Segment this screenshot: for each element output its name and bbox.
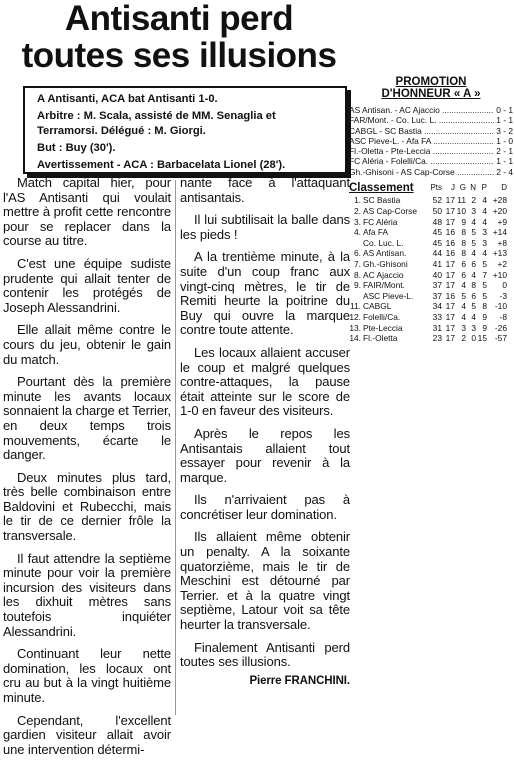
standings-stats: [425, 323, 507, 334]
standings-stats: [425, 195, 507, 206]
standings-g: 4: [461, 280, 466, 291]
standings-rank: [349, 238, 363, 249]
standings-title: Classement: [349, 182, 414, 195]
standings-team: Co. Luc. L.: [363, 237, 404, 248]
standings-row: [349, 195, 513, 206]
column-divider: [175, 180, 176, 715]
article-paragraph: Il faut attendre la septième minute pour voir la première incursion des visiteurs dans les dixhuit mètres sans toutefois inquiéter Alessandrini.: [3, 550, 171, 639]
standings-p: 8: [482, 301, 487, 312]
standings-j: 17: [445, 311, 455, 322]
standings-p: 5: [482, 280, 487, 291]
standings-row: [349, 280, 513, 291]
standings-n: 6: [471, 290, 476, 301]
result-teams: Fl.-Oletta - Pte-Leccia .....: [349, 146, 494, 156]
standings-j: 17: [445, 301, 455, 312]
standings-team: Afa FA: [363, 227, 389, 238]
article-paragraph: Match capital hier, pour l'AS Antisanti qui voulait mettre à profit cette rencontre pour se replacer dans la course au titre.: [3, 175, 171, 249]
standings-rank: 1.: [354, 195, 361, 206]
standings-team: FC Aléria: [363, 216, 398, 227]
standings-n: 3: [471, 205, 476, 216]
standings-rank: 2.: [354, 205, 361, 216]
standings-g: 8: [461, 237, 466, 248]
standings-d: +13: [492, 248, 507, 259]
standings-stats: [425, 333, 507, 344]
standings-g: 3: [461, 322, 466, 333]
standings-rank: 3.: [354, 216, 361, 227]
standings-n: 4: [471, 248, 476, 259]
standings-j: 17: [445, 205, 455, 216]
standings-team: Gh.-Ghisoni: [363, 258, 408, 269]
standings-rank: 14.: [349, 333, 361, 344]
result-row: [349, 167, 513, 177]
standings-j: 17: [445, 216, 455, 227]
standings-j: 17: [445, 258, 455, 269]
standings-rank: 11.: [349, 301, 361, 312]
standings-p: 3: [482, 227, 487, 238]
article-paragraph: Pourtant dès la première minute les avants locaux sonnaient la charge et Terrier, en deux temps trois mouvements, écarte le danger.: [3, 374, 171, 463]
league-title: [349, 76, 513, 100]
headline-line-1: Antisanti perd: [64, 0, 294, 38]
standings-stats: [425, 206, 507, 217]
standings-j: 17: [445, 280, 455, 291]
standings-d: +2: [497, 258, 507, 269]
standings-team: CABGL: [363, 301, 392, 312]
result-score: 1 - 1: [496, 156, 513, 167]
standings-d: +14: [492, 227, 507, 238]
standings-stats: [425, 227, 507, 238]
standings-stats: [425, 270, 507, 281]
standings-team: Fl.-Oletta: [363, 333, 398, 344]
standings-row: [349, 270, 513, 281]
standings-n: 5: [471, 227, 476, 238]
standings-pts: 23: [432, 333, 442, 344]
standings-row: [349, 227, 513, 238]
standings-d: -26: [494, 322, 507, 333]
standings-g: 11: [457, 195, 466, 206]
standings-p: 5: [482, 258, 487, 269]
result-score: 1 - 1: [496, 115, 513, 126]
standings-d: -10: [494, 301, 507, 312]
standings-p: 9: [482, 311, 487, 322]
result-teams: CABGL - SC Bastia .....: [349, 126, 494, 136]
standings-header: [349, 183, 513, 193]
result-row: [349, 146, 513, 156]
standings-team: Folelli/Ca.: [363, 311, 401, 322]
standings-rank: 12.: [349, 311, 361, 322]
standings-p: 5: [482, 290, 487, 301]
col-header-n: N: [470, 183, 476, 193]
standings-p: 7: [482, 269, 487, 280]
standings-pts: 31: [432, 322, 442, 333]
standings-n: 4: [471, 216, 476, 227]
standings-row: [349, 301, 513, 312]
standings-column-headers: [425, 183, 507, 193]
result-teams: ASC Pieve-L. - Afa FA .....: [349, 136, 494, 146]
standings-d: +10: [492, 269, 507, 280]
article-paragraph: Il lui subtilisait la balle dans les pieds !: [180, 212, 350, 242]
result-score: 1 - 0: [496, 135, 513, 146]
standings-d: -3: [499, 290, 507, 301]
standings-pts: 45: [432, 237, 442, 248]
result-teams: FC Aléria - Folelli/Ca. .....: [349, 156, 494, 166]
col-header-g: G: [459, 183, 466, 193]
standings-g: 4: [461, 311, 466, 322]
standings-pts: 40: [432, 269, 442, 280]
standings-p: 3: [482, 237, 487, 248]
result-score: 0 - 1: [496, 105, 513, 115]
standings-n: 6: [471, 258, 476, 269]
standings-row: [349, 333, 513, 344]
standings-n: 2: [471, 195, 476, 206]
standings-pts: 48: [432, 216, 442, 227]
article-column-2: [180, 176, 350, 688]
standings-rank: 6.: [354, 248, 361, 259]
match-referee: Arbitre : M. Scala, assisté de MM. Senaglia et Terramorsi. Délégué : M. Giorgi.: [37, 110, 276, 137]
result-teams: FAR/Mont. - Co. Luc. L. .....: [349, 115, 494, 125]
match-warning: Avertissement - ACA : Barbacelata Lionel (28').: [37, 159, 286, 171]
standings-stats: [425, 248, 507, 259]
result-teams: AS Antisan. - AC Ajaccio .....: [349, 105, 494, 115]
standings-row: [349, 238, 513, 249]
article-paragraph: Deux minutes plus tard, très belle combinaison entre Baldovini et Rubecchi, mais le tir de ce dernier frôle la transversale.: [3, 469, 171, 544]
article-paragraph: Cependant, l'excellent gardien visiteur allait avoir une intervention détermi-: [3, 712, 171, 757]
league-title-line-2: D'HONNEUR « A »: [381, 88, 481, 100]
standings-j: 17: [445, 195, 455, 206]
standings-p: 4: [482, 205, 487, 216]
article-paragraph: A la trentième minute, à la suite d'un coup franc aux vingt-cinq mètres, le tir de Remiti heurte la poitrine du Buy qui ouvre la marque contre toute attente.: [180, 249, 350, 338]
standings-rank: 7.: [354, 258, 361, 269]
standings-rank: 8.: [354, 269, 361, 280]
article-author: Pierre FRANCHINI.: [249, 674, 350, 687]
standings-pts: 37: [432, 280, 442, 291]
col-header-pts: Pts: [430, 183, 442, 193]
article-paragraph-continued: nante face à l'attaquant antisantais.: [180, 175, 350, 205]
standings-team: AS Cap-Corse: [363, 205, 417, 216]
article-paragraph: Elle allait même contre le cours du jeu, obtenir le gain du match.: [3, 322, 171, 367]
standings-rank: [349, 291, 363, 302]
standings-n: 4: [471, 269, 476, 280]
article-paragraph: Ils n'arrivaient pas à concrétiser leur domination.: [180, 492, 350, 522]
standings-j: 17: [445, 269, 455, 280]
standings-team: ASC Pieve-L.: [363, 290, 414, 301]
standings-row: [349, 259, 513, 270]
standings-team: FAIR/Mont.: [363, 280, 405, 291]
standings-stats: [425, 238, 507, 249]
col-header-d: D: [501, 183, 507, 193]
standings-pts: 45: [432, 227, 442, 238]
standings-n: 5: [471, 301, 476, 312]
headline-line-2: toutes ses illusions: [21, 36, 337, 75]
article-paragraph: Après le repos les Antisantais allaient tout essayer pour revenir à la marque.: [180, 425, 350, 485]
standings-table: [349, 195, 513, 343]
standings-g: 4: [461, 301, 466, 312]
standings-g: 6: [461, 269, 466, 280]
standings-pts: 33: [432, 311, 442, 322]
standings-stats: [425, 312, 507, 323]
standings-j: 17: [445, 333, 455, 344]
standings-team: AS Antisan.: [363, 248, 407, 259]
standings-g: 8: [461, 248, 466, 259]
standings-g: 2: [461, 333, 466, 344]
standings-g: 5: [461, 290, 466, 301]
standings-row: [349, 291, 513, 302]
standings-g: 10: [456, 205, 466, 216]
result-row: [349, 115, 513, 125]
standings-p: 4: [482, 195, 487, 206]
standings-pts: 44: [432, 248, 442, 259]
result-row: [349, 156, 513, 166]
col-header-p: P: [481, 183, 487, 193]
standings-g: 9: [461, 216, 466, 227]
col-header-j: J: [451, 183, 455, 193]
standings-stats: [425, 280, 507, 291]
standings-j: 16: [445, 290, 455, 301]
standings-stats: [425, 291, 507, 302]
standings-d: 0: [502, 280, 507, 291]
standings-rank: 4.: [354, 227, 361, 238]
article-paragraph: Les locaux allaient accuser le coup et malgré quelques contre-attaques, la pause était atteinte sur le score de 1-0 en faveur des visiteurs.: [180, 344, 350, 419]
article-paragraph: Finalement Antisanti perd toutes ses illusions.: [180, 639, 350, 670]
standings-pts: 41: [432, 258, 442, 269]
match-facts-box: [23, 86, 347, 174]
standings-n: 3: [471, 322, 476, 333]
standings-n: 8: [471, 280, 476, 291]
standings-n: 5: [471, 237, 476, 248]
standings-row: [349, 217, 513, 228]
headline: [14, 0, 344, 74]
standings-team: AC Ajaccio: [363, 269, 404, 280]
results-list: [349, 105, 513, 177]
standings-g: 6: [461, 258, 466, 269]
standings-j: 16: [445, 227, 455, 238]
result-row: [349, 136, 513, 146]
result-row: [349, 105, 513, 115]
standings-d: -57: [494, 333, 507, 344]
article-column-1: [3, 176, 171, 765]
standings-rank: 9.: [354, 280, 361, 291]
standings-row: [349, 312, 513, 323]
standings-pts: 52: [432, 195, 442, 206]
match-result: A Antisanti, ACA bat Antisanti 1-0.: [37, 93, 218, 105]
standings-d: +20: [492, 205, 507, 216]
standings-j: 17: [445, 322, 455, 333]
league-title-line-1: PROMOTION: [395, 76, 467, 88]
standings-d: +28: [492, 195, 507, 206]
article-paragraph: Ils allaient même obtenir un penalty. A la soixante quatorzième, mais le tir de Meschini est détourné par Terrier. et à la quatre vingt septième, Latour voit sa tête heurter la transversale.: [180, 529, 350, 633]
league-sidebar: [349, 76, 513, 344]
standings-g: 8: [461, 227, 466, 238]
standings-j: 16: [445, 237, 455, 248]
article-paragraph: Continuant leur nette domination, les locaux ont cru au but à la vingt huitième minute.: [3, 646, 171, 705]
standings-pts: 34: [432, 301, 442, 312]
standings-team: SC Bastia: [363, 195, 401, 206]
standings-rank: 13.: [349, 322, 361, 333]
result-score: 3 - 2: [496, 125, 513, 136]
result-row: [349, 126, 513, 136]
article-paragraph: C'est une équipe sudiste prudente qui allait tenter de contenir les protégés de Joseph Alessandrini.: [3, 255, 171, 315]
standings-p: 15: [477, 333, 487, 344]
standings-j: 16: [445, 248, 455, 259]
standings-stats: [425, 217, 507, 228]
result-teams: Gh.-Ghisoni - AS Cap-Corse .....: [349, 167, 494, 177]
standings-n: 4: [471, 311, 476, 322]
standings-team: Pte-Leccia: [363, 322, 403, 333]
standings-p: 9: [482, 322, 487, 333]
match-goal: But : Buy (30').: [37, 142, 116, 154]
standings-row: [349, 206, 513, 217]
standings-pts: 50: [432, 205, 442, 216]
standings-stats: [425, 259, 507, 270]
standings-d: -8: [499, 311, 507, 322]
standings-stats: [425, 301, 507, 312]
standings-d: +8: [497, 237, 507, 248]
standings-pts: 37: [432, 290, 442, 301]
standings-row: [349, 323, 513, 334]
standings-p: 4: [482, 216, 487, 227]
result-score: 2 - 1: [496, 146, 513, 157]
standings-row: [349, 248, 513, 259]
standings-d: +9: [497, 216, 507, 227]
standings-n: 0: [471, 333, 476, 344]
result-score: 2 - 4: [496, 166, 513, 177]
standings-p: 4: [482, 248, 487, 259]
